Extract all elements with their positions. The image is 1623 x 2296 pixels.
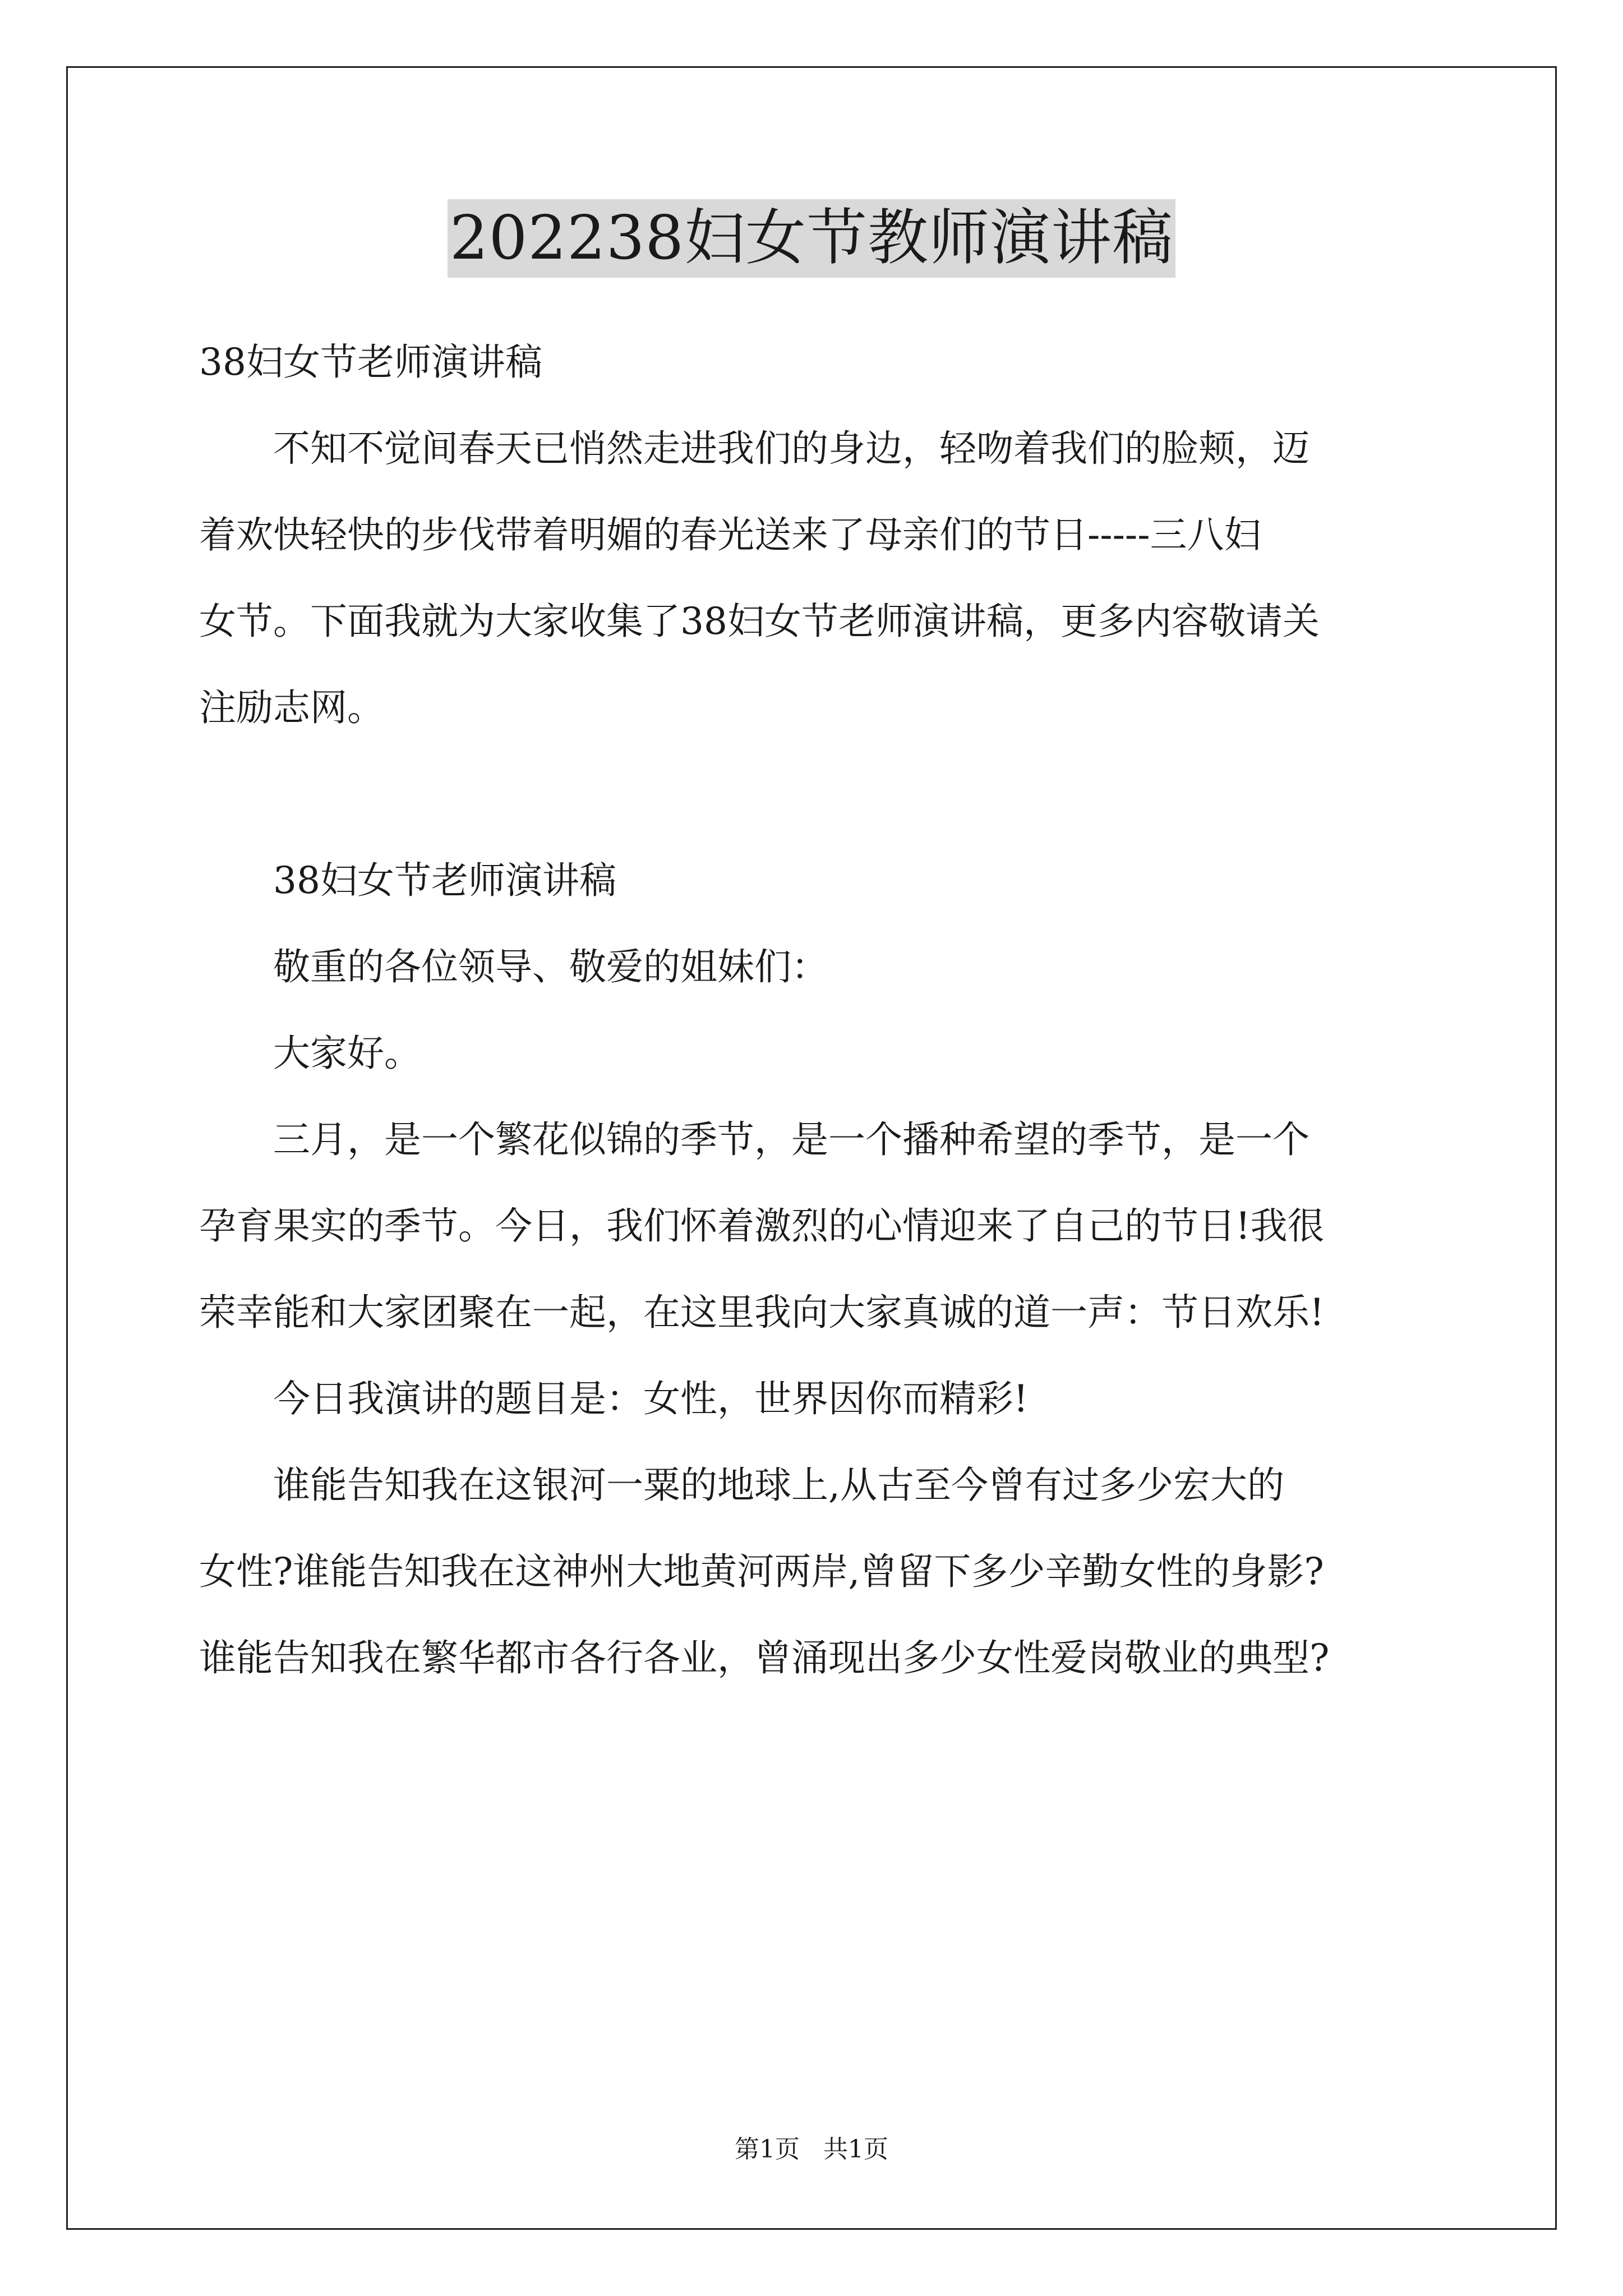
paragraph-line: 孕育果实的季节。今日，我们怀着激烈的心情迎来了自己的节日!我很 [199, 1204, 1325, 1248]
paragraph-line: 荣幸能和大家团聚在一起，在这里我向大家真诚的道一声：节日欢乐! [199, 1291, 1325, 1334]
paragraph-line: 大家好。 [199, 1032, 421, 1075]
paragraph-line: 谁能告知我在繁华都市各行各业，曾涌现出多少女性爱岗敬业的典型? [199, 1636, 1330, 1680]
subtitle-line: 38妇女节老师演讲稿 [199, 341, 542, 384]
paragraph-line: 注励志网。 [199, 686, 384, 729]
page-number: 第1页 [735, 2135, 800, 2164]
page-total: 共1页 [823, 2135, 888, 2164]
title-container [0, 199, 1623, 278]
paragraph-line: 不知不觉间春天已悄然走进我们的身边，轻吻着我们的脸颊，迈 [199, 427, 1310, 470]
paragraph-line: 女性?谁能告知我在这神州大地黄河两岸,曾留下多少辛勤女性的身影? [199, 1550, 1324, 1593]
paragraph-line: 敬重的各位领导、敬爱的姐妹们： [199, 945, 828, 988]
paragraph-line: 今日我演讲的题目是：女性，世界因你而精彩! [199, 1377, 1029, 1420]
document-body [199, 335, 1433, 1685]
paragraph-line: 三月，是一个繁花似锦的季节，是一个播种希望的季节，是一个 [199, 1118, 1310, 1161]
document-title: 202238妇女节教师演讲稿 [448, 199, 1175, 278]
blank-line [199, 767, 1433, 821]
paragraph-line: 着欢快轻快的步伐带着明媚的春光送来了母亲们的节日-----三八妇 [199, 513, 1261, 556]
page-footer [0, 2133, 1623, 2166]
paragraph-line: 38妇女节老师演讲稿 [199, 859, 616, 902]
paragraph-line: 谁能告知我在这银河一粟的地球上,从古至今曾有过多少宏大的 [199, 1464, 1284, 1507]
paragraph-line: 女节。下面我就为大家收集了38妇女节老师演讲稿，更多内容敬请关 [199, 600, 1320, 643]
